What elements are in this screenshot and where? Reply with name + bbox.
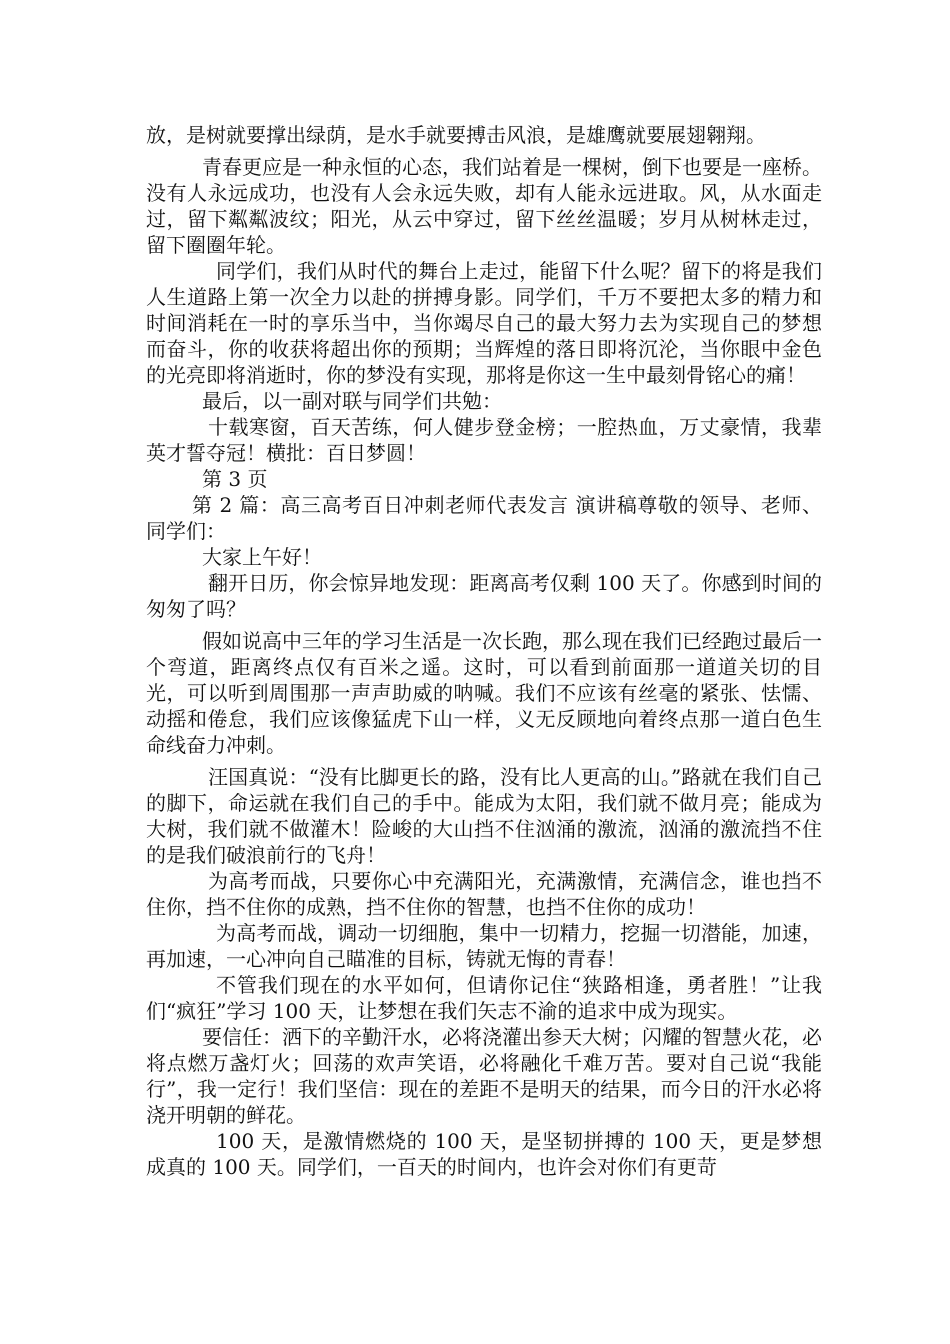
page-number-line: 第 3 页 [202, 467, 268, 491]
paragraph-3: 同学们，我们从时代的舞台上走过，能留下什么呢？留下的将是我们人生道路上第一次全力以赴的拼搏身影。同学们，千万不要把太多的精力和时间消耗在一时的享乐当中，当你竭尽自己的最大努力去为实现自己的梦想而奋斗，你的收获将超出你的预期；当辉煌的落日即将沉沦，当你眼中金色的光亮即将消逝时，你的梦没有实现，那将是你这一生中最刻骨铭心的痛！ [146, 259, 822, 387]
section-heading: 第 2 篇：高三高考百日冲刺老师代表发言 演讲稿尊敬的领导、老师、同学们： [146, 493, 822, 543]
paragraph-13: 100 天，是激情燃烧的 100 天，是坚韧拼搏的 100 天，更是梦想成真的 100 天。同学们，一百天的时间内，也许会对你们有更苛 [146, 1129, 822, 1179]
document-body [146, 122, 822, 1180]
paragraph-11: 不管我们现在的水平如何，但请你记住“狭路相逢，勇者胜！”让我们“疯狂”学习 100 天，让梦想在我们矢志不渝的追求中成为现实。 [146, 973, 822, 1023]
paragraph-1: 放，是树就要撑出绿荫，是水手就要搏击风浪，是雄鹰就要展翅翱翔。 [146, 123, 766, 147]
paragraph-4: 最后，以一副对联与同学们共勉： [202, 389, 502, 413]
paragraph-2: 青春更应是一种永恒的心态，我们站着是一棵树，倒下也要是一座桥。没有人永远成功，也没有人会永远失败，却有人能永远进取。风，从水面走过，留下粼粼波纹；阳光，从云中穿过，留下丝丝温暖；岁月从树林走过，留下圈圈年轮。 [146, 155, 822, 257]
paragraph-10: 为高考而战，调动一切细胞，集中一切精力，挖掘一切潜能，加速，再加速，一心冲向自己瞄准的目标，铸就无悔的青春！ [146, 921, 822, 971]
paragraph-12: 要信任：洒下的辛勤汗水，必将浇灌出参天大树；闪耀的智慧火花，必将点燃万盏灯火；回荡的欢声笑语，必将融化千难万苦。要对自己说“我能行”，我一定行！我们坚信：现在的差距不是明天的结果，而今日的汗水必将浇开明朝的鲜花。 [146, 1025, 822, 1127]
paragraph-8: 汪国真说：“没有比脚更长的路，没有比人更高的山。”路就在我们自己的脚下，命运就在我们自己的手中。能成为太阳，我们就不做月亮；能成为大树，我们就不做灌木！险峻的大山挡不住汹涌的激流，汹涌的激流挡不住的是我们破浪前行的飞舟！ [146, 765, 822, 867]
paragraph-7: 假如说高中三年的学习生活是一次长跑，那么现在我们已经跑过最后一个弯道，距离终点仅有百米之遥。这时，可以看到前面那一道道关切的目光，可以听到周围那一声声助威的呐喊。我们不应该有丝毫的紧张、怯懦、动摇和倦怠，我们应该像猛虎下山一样，义无反顾地向着终点那一道白色生命线奋力冲刺。 [146, 629, 822, 757]
paragraph-9: 为高考而战，只要你心中充满阳光，充满激情，充满信念，谁也挡不住你，挡不住你的成熟，挡不住你的智慧，也挡不住你的成功！ [146, 869, 822, 919]
paragraph-greeting: 大家上午好！ [202, 545, 322, 569]
paragraph-6: 翻开日历，你会惊异地发现：距离高考仅剩 100 天了。你感到时间的匆匆了吗？ [146, 571, 822, 621]
paragraph-5: 十载寒窗，百天苦练，何人健步登金榜；一腔热血，万丈豪情，我辈英才誓夺冠！横批：百日梦圆！ [146, 415, 822, 465]
